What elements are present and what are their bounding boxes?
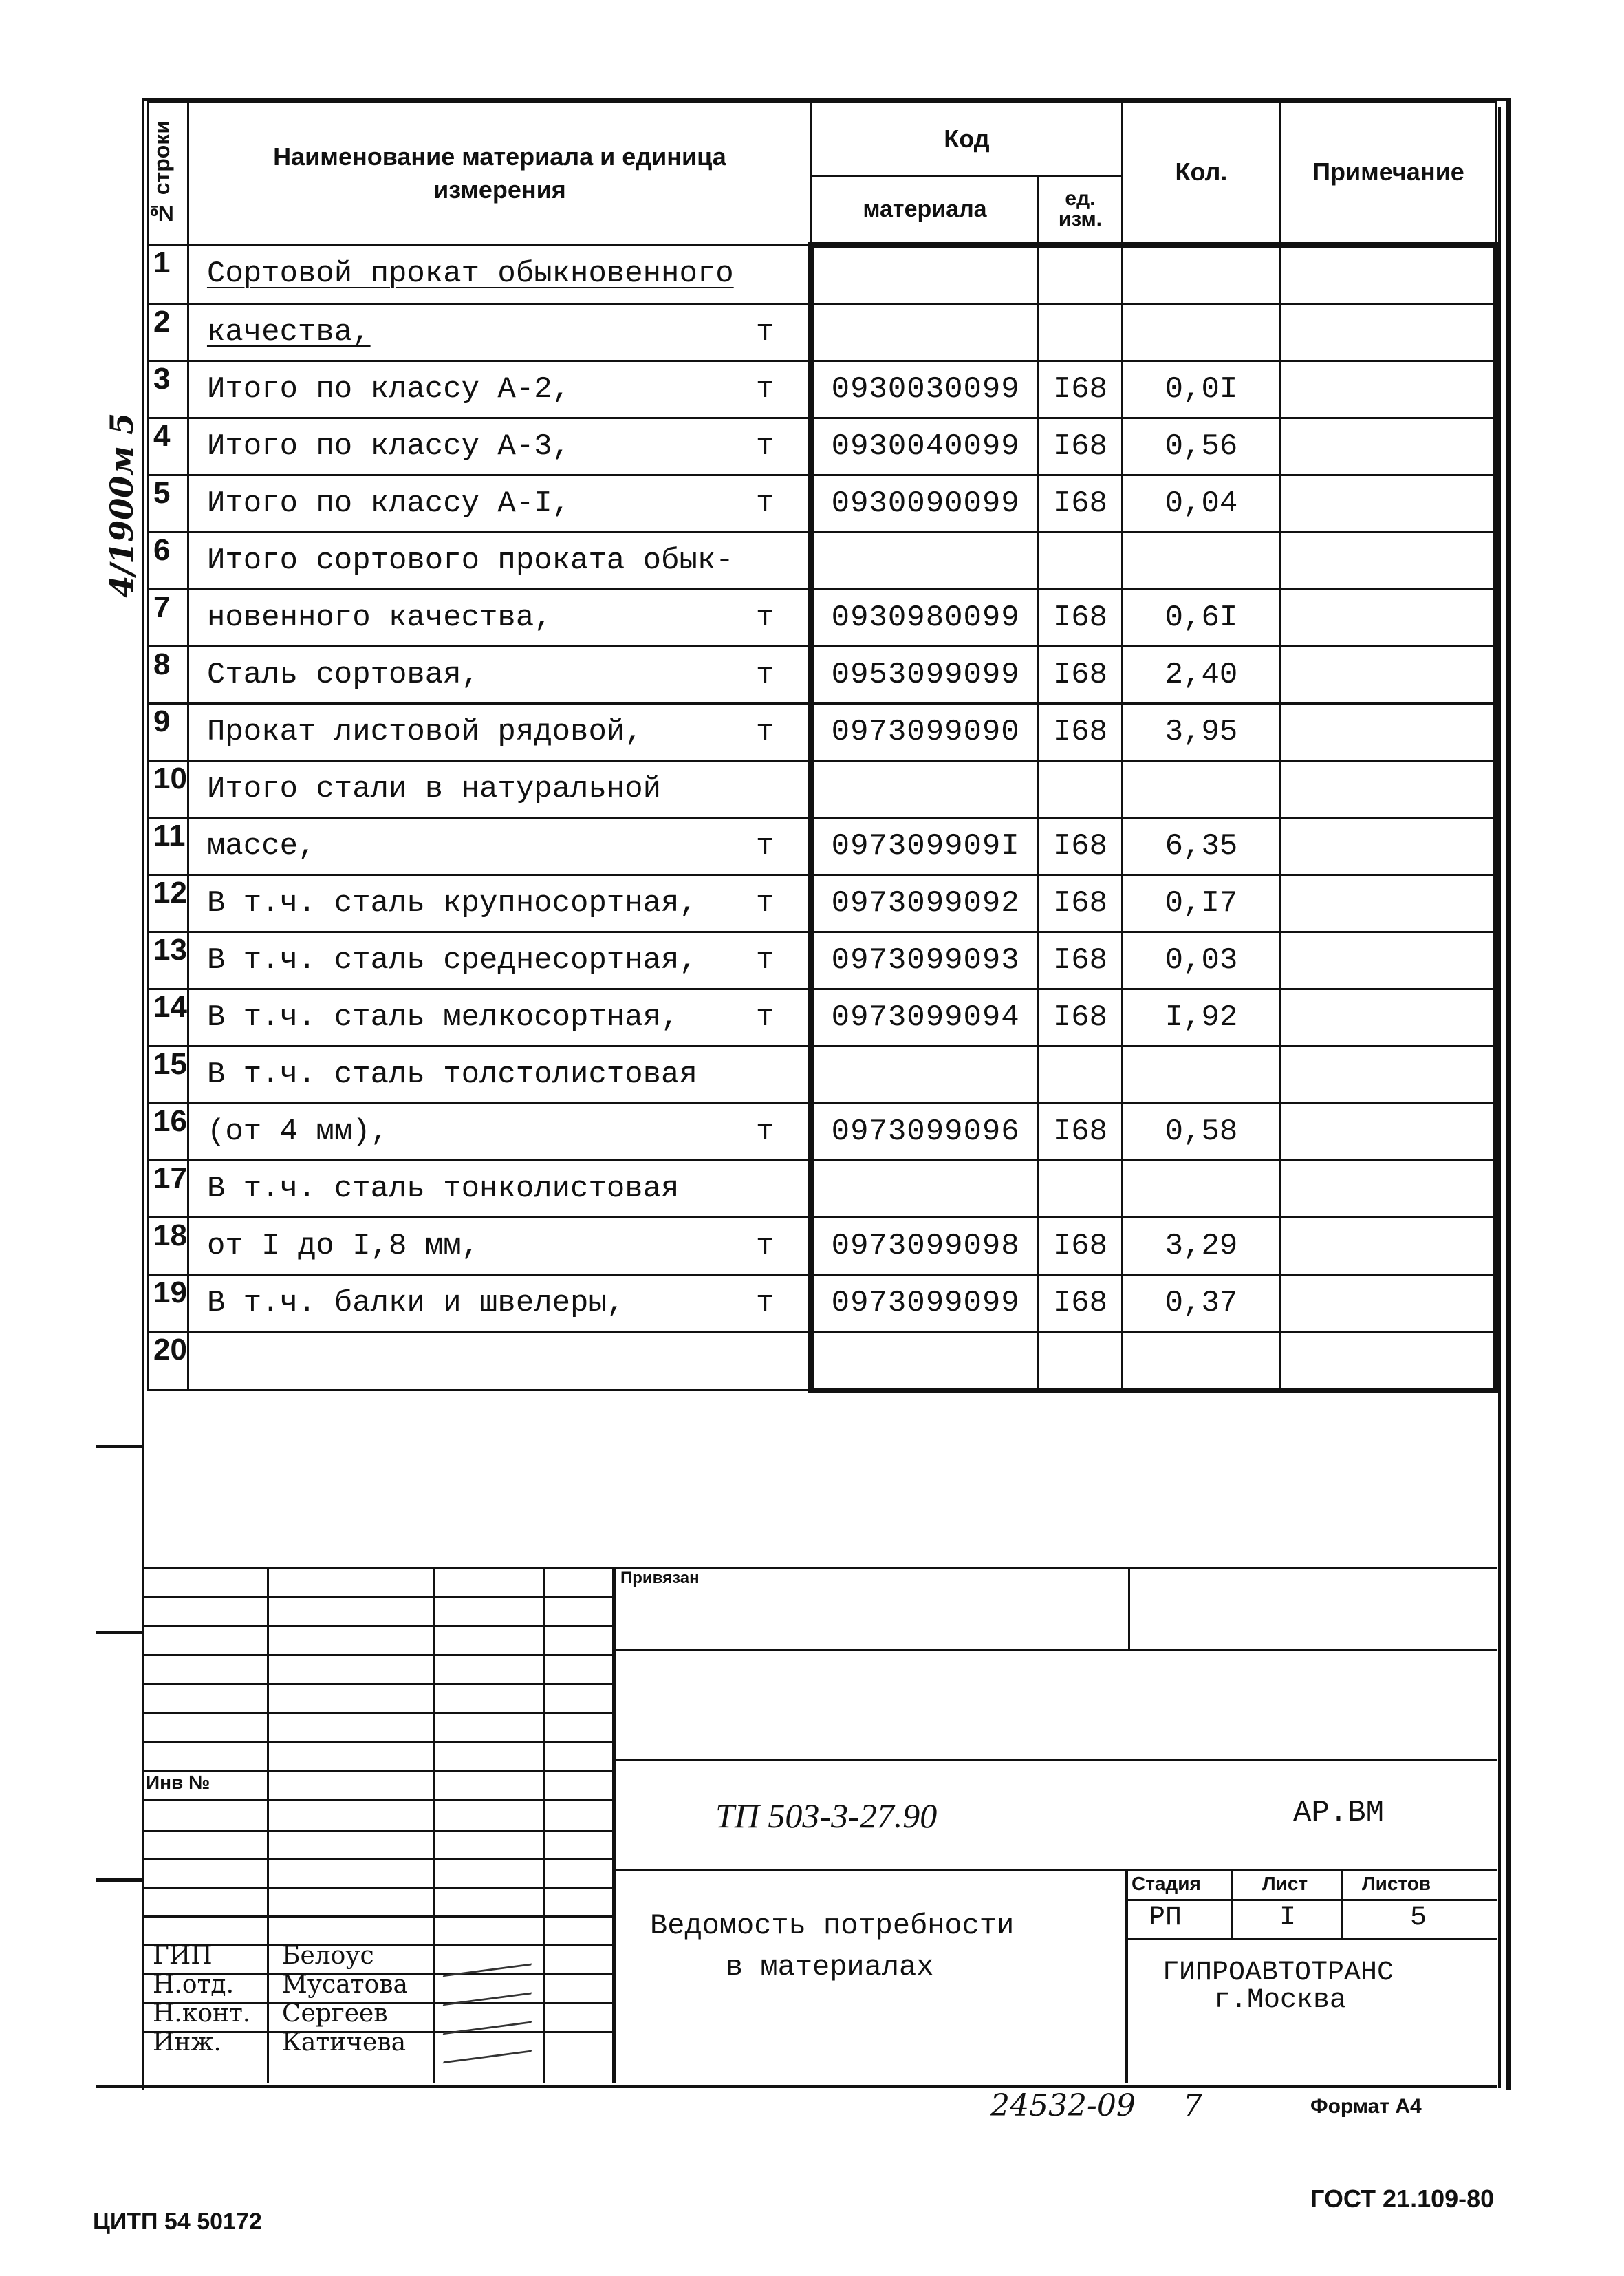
material-name [188, 589, 811, 646]
unit-text: т [756, 314, 775, 350]
material-code [811, 1046, 1038, 1103]
row-number: 15 [149, 1046, 188, 1103]
material-code: 0973099090 [811, 703, 1038, 760]
unit-code: I68 [1038, 874, 1122, 932]
note [1280, 989, 1496, 1046]
stamp-person-name: Мусатова [282, 1971, 408, 1999]
material-name [188, 1160, 811, 1217]
unit-text: т [756, 1000, 775, 1035]
header-row-no: № строки [149, 102, 188, 245]
material-code: 0930980099 [811, 589, 1038, 646]
material-name-text: В т.ч. сталь тонколистовая [206, 1171, 680, 1206]
row-number: 3 [149, 361, 188, 418]
unit-text: т [756, 714, 775, 749]
table-row [149, 1046, 1497, 1103]
privyazan-label: Привязан [620, 1569, 700, 1587]
stamp-person-name: Белоус [282, 1942, 374, 1970]
material-code: 0930040099 [811, 418, 1038, 475]
stage-value: РП [1149, 1902, 1182, 1933]
doc-mark: АР.ВМ [1293, 1796, 1385, 1830]
quantity: 0,58 [1122, 1103, 1280, 1160]
material-name [188, 361, 811, 418]
row-number: 16 [149, 1103, 188, 1160]
quantity [1122, 1160, 1280, 1217]
material-name [188, 760, 811, 817]
unit-code: I68 [1038, 1103, 1122, 1160]
row-number: 8 [149, 646, 188, 703]
note [1280, 1274, 1496, 1331]
table-row [149, 760, 1497, 817]
header-code: Код [811, 102, 1122, 176]
material-name [188, 874, 811, 932]
table-row [149, 989, 1497, 1046]
row-number: 1 [149, 245, 188, 304]
note [1280, 1217, 1496, 1274]
quantity: I,92 [1122, 989, 1280, 1046]
note [1280, 932, 1496, 989]
unit-text: т [756, 1114, 775, 1149]
format-label: Формат А4 [1310, 2095, 1422, 2118]
material-name [188, 932, 811, 989]
table-row [149, 589, 1497, 646]
material-name [188, 703, 811, 760]
row-number: 11 [149, 817, 188, 874]
material-name [188, 1331, 811, 1391]
row-number: 6 [149, 532, 188, 589]
unit-code [1038, 245, 1122, 304]
order-number: 24532-09 [990, 2088, 1136, 2123]
sheet-value: I [1279, 1902, 1297, 1933]
row-number: 14 [149, 989, 188, 1046]
note [1280, 874, 1496, 932]
note [1280, 1046, 1496, 1103]
quantity [1122, 303, 1280, 361]
material-name [188, 245, 811, 304]
unit-code: I68 [1038, 361, 1122, 418]
note [1280, 245, 1496, 304]
row-number: 17 [149, 1160, 188, 1217]
row-number: 10 [149, 760, 188, 817]
material-code: 0973099096 [811, 1103, 1038, 1160]
unit-code: I68 [1038, 589, 1122, 646]
margin-tick [96, 1445, 142, 1448]
title-line-1: Ведомость потребности [650, 1909, 1015, 1942]
row-number: 13 [149, 932, 188, 989]
unit-code [1038, 760, 1122, 817]
material-name [188, 303, 811, 361]
unit-text: т [756, 600, 775, 635]
table-row [149, 874, 1497, 932]
material-name-text: Прокат листовой рядовой, [206, 714, 643, 749]
unit-text: т [756, 372, 775, 407]
note [1280, 475, 1496, 532]
material-name-text: новенного качества, [206, 600, 552, 635]
material-code [811, 760, 1038, 817]
stamp-role: Н.отд. [153, 1971, 235, 1999]
material-code: 0973099093 [811, 932, 1038, 989]
quantity: 3,95 [1122, 703, 1280, 760]
table-row [149, 1103, 1497, 1160]
material-code: 0973099094 [811, 989, 1038, 1046]
quantity: 0,56 [1122, 418, 1280, 475]
stamp-person-name: Сергеев [282, 1999, 388, 2028]
quantity: 0,0I [1122, 361, 1280, 418]
bottom-line [96, 2085, 1497, 2088]
unit-code: I68 [1038, 418, 1122, 475]
unit-text: т [756, 657, 775, 692]
material-name-text: Итого стали в натуральной [206, 771, 662, 806]
stage-label: Стадия [1132, 1873, 1201, 1894]
material-code [811, 1331, 1038, 1391]
material-code: 097309909I [811, 817, 1038, 874]
header-code-material: материала [811, 176, 1038, 245]
unit-code [1038, 532, 1122, 589]
margin-tick [96, 1878, 142, 1882]
unit-text: т [756, 828, 775, 863]
material-code: 0973099098 [811, 1217, 1038, 1274]
material-name [188, 1274, 811, 1331]
margin-tick [96, 1631, 142, 1634]
material-name [188, 532, 811, 589]
unit-text: т [756, 885, 775, 921]
row-number: 7 [149, 589, 188, 646]
note [1280, 1331, 1496, 1391]
table-row [149, 245, 1497, 304]
material-name [188, 646, 811, 703]
table-row [149, 1160, 1497, 1217]
note [1280, 817, 1496, 874]
note [1280, 418, 1496, 475]
note [1280, 532, 1496, 589]
quantity: 0,37 [1122, 1274, 1280, 1331]
sheet-label: Лист [1262, 1873, 1308, 1894]
unit-text: т [756, 1285, 775, 1320]
material-code: 0973099092 [811, 874, 1038, 932]
quantity [1122, 1046, 1280, 1103]
material-code: 0930090099 [811, 475, 1038, 532]
material-name [188, 989, 811, 1046]
gost-label: ГОСТ 21.109-80 [1310, 2184, 1495, 2213]
unit-code: I68 [1038, 817, 1122, 874]
table-row [149, 1274, 1497, 1331]
material-code: 0930030099 [811, 361, 1038, 418]
row-number: 9 [149, 703, 188, 760]
unit-code: I68 [1038, 475, 1122, 532]
table-row [149, 303, 1497, 361]
material-name-text: В т.ч. сталь среднесортная, [206, 943, 697, 978]
note [1280, 760, 1496, 817]
note [1280, 1103, 1496, 1160]
table-row [149, 703, 1497, 760]
quantity: 2,40 [1122, 646, 1280, 703]
material-name [188, 1046, 811, 1103]
material-name-text: от I до I,8 мм, [206, 1228, 480, 1263]
unit-code [1038, 1046, 1122, 1103]
unit-code [1038, 1160, 1122, 1217]
material-name [188, 475, 811, 532]
unit-code: I68 [1038, 703, 1122, 760]
row-number: 19 [149, 1274, 188, 1331]
table-row [149, 418, 1497, 475]
quantity: 6,35 [1122, 817, 1280, 874]
note [1280, 303, 1496, 361]
material-name [188, 1217, 811, 1274]
stamp-role: Инж. [153, 2028, 221, 2057]
quantity: 3,29 [1122, 1217, 1280, 1274]
table-row [149, 532, 1497, 589]
quantity: 0,03 [1122, 932, 1280, 989]
row-number: 5 [149, 475, 188, 532]
row-number: 20 [149, 1331, 188, 1391]
row-number: 18 [149, 1217, 188, 1274]
unit-text: т [756, 1228, 775, 1263]
material-name-text: Сортовой прокат обыкновенного [206, 257, 734, 292]
material-name-text: Сталь сортовая, [206, 657, 480, 692]
note [1280, 703, 1496, 760]
sheets-value: 5 [1410, 1902, 1427, 1933]
table-row [149, 817, 1497, 874]
title-line-2: в материалах [726, 1951, 934, 1984]
material-name [188, 418, 811, 475]
unit-code [1038, 303, 1122, 361]
unit-text: т [756, 486, 775, 521]
stamp-role: ГИП [153, 1942, 213, 1970]
materials-table [147, 100, 1499, 1393]
row-number: 12 [149, 874, 188, 932]
material-code [811, 1160, 1038, 1217]
material-name-text: массе, [206, 828, 316, 863]
material-name-text: (от 4 мм), [206, 1114, 389, 1149]
table-row [149, 361, 1497, 418]
material-name-text: качества, [206, 314, 371, 350]
unit-code: I68 [1038, 1217, 1122, 1274]
material-name-text: Итого по классу А-I, [206, 486, 571, 521]
note [1280, 589, 1496, 646]
left-code: ЦИТП 54 50172 [93, 2209, 262, 2235]
table-row [149, 646, 1497, 703]
material-code: 0973099099 [811, 1274, 1038, 1331]
row-number: 4 [149, 418, 188, 475]
unit-code: I68 [1038, 646, 1122, 703]
table-row [149, 1217, 1497, 1274]
material-code [811, 245, 1038, 304]
material-name-text: В т.ч. сталь крупносортная, [206, 885, 697, 921]
quantity: 0,6I [1122, 589, 1280, 646]
note [1280, 1160, 1496, 1217]
doc-code: ТП 503-3-27.90 [715, 1796, 938, 1835]
org-line-2: г.Москва [1214, 1985, 1347, 2016]
org-line-1: ГИПРОАВТОТРАНС [1162, 1957, 1394, 1988]
inv-no-label: Инв № [146, 1772, 210, 1793]
stamp-person-name: Катичева [282, 2028, 407, 2057]
material-name [188, 817, 811, 874]
quantity [1122, 760, 1280, 817]
unit-code [1038, 1331, 1122, 1391]
table-row [149, 475, 1497, 532]
material-code: 0953099099 [811, 646, 1038, 703]
header-qty: Кол. [1122, 102, 1280, 245]
page-number: 7 [1183, 2088, 1202, 2123]
header-name: Наименование материала и единица измерения [188, 102, 811, 245]
quantity [1122, 1331, 1280, 1391]
row-number: 2 [149, 303, 188, 361]
material-name-text: В т.ч. балки и швелеры, [206, 1285, 625, 1320]
sheets-label: Листов [1362, 1873, 1431, 1894]
table-row [149, 1331, 1497, 1391]
unit-code: I68 [1038, 989, 1122, 1046]
divider-line [142, 1567, 1497, 1569]
side-handwritten-note: 4/1900м 5 [103, 413, 140, 598]
quantity: 0,I7 [1122, 874, 1280, 932]
unit-text: т [756, 943, 775, 978]
material-code [811, 532, 1038, 589]
unit-text: т [756, 429, 775, 464]
material-code [811, 303, 1038, 361]
material-name-text: Итого по классу А-3, [206, 429, 571, 464]
material-name-text: В т.ч. сталь толстолистовая [206, 1057, 697, 1092]
material-name [188, 1103, 811, 1160]
material-name-text: В т.ч. сталь мелкосортная, [206, 1000, 680, 1035]
note [1280, 646, 1496, 703]
quantity [1122, 245, 1280, 304]
material-name-text: Итого по классу А-2, [206, 372, 571, 407]
material-name-text: Итого сортового проката обык- [206, 543, 734, 578]
table-row [149, 932, 1497, 989]
note [1280, 361, 1496, 418]
unit-code: I68 [1038, 932, 1122, 989]
unit-code: I68 [1038, 1274, 1122, 1331]
stamp-role: Н.конт. [153, 1999, 251, 2028]
header-code-unit: ед. изм. [1038, 176, 1122, 245]
header-note: Примечание [1280, 102, 1496, 245]
quantity: 0,04 [1122, 475, 1280, 532]
quantity [1122, 532, 1280, 589]
